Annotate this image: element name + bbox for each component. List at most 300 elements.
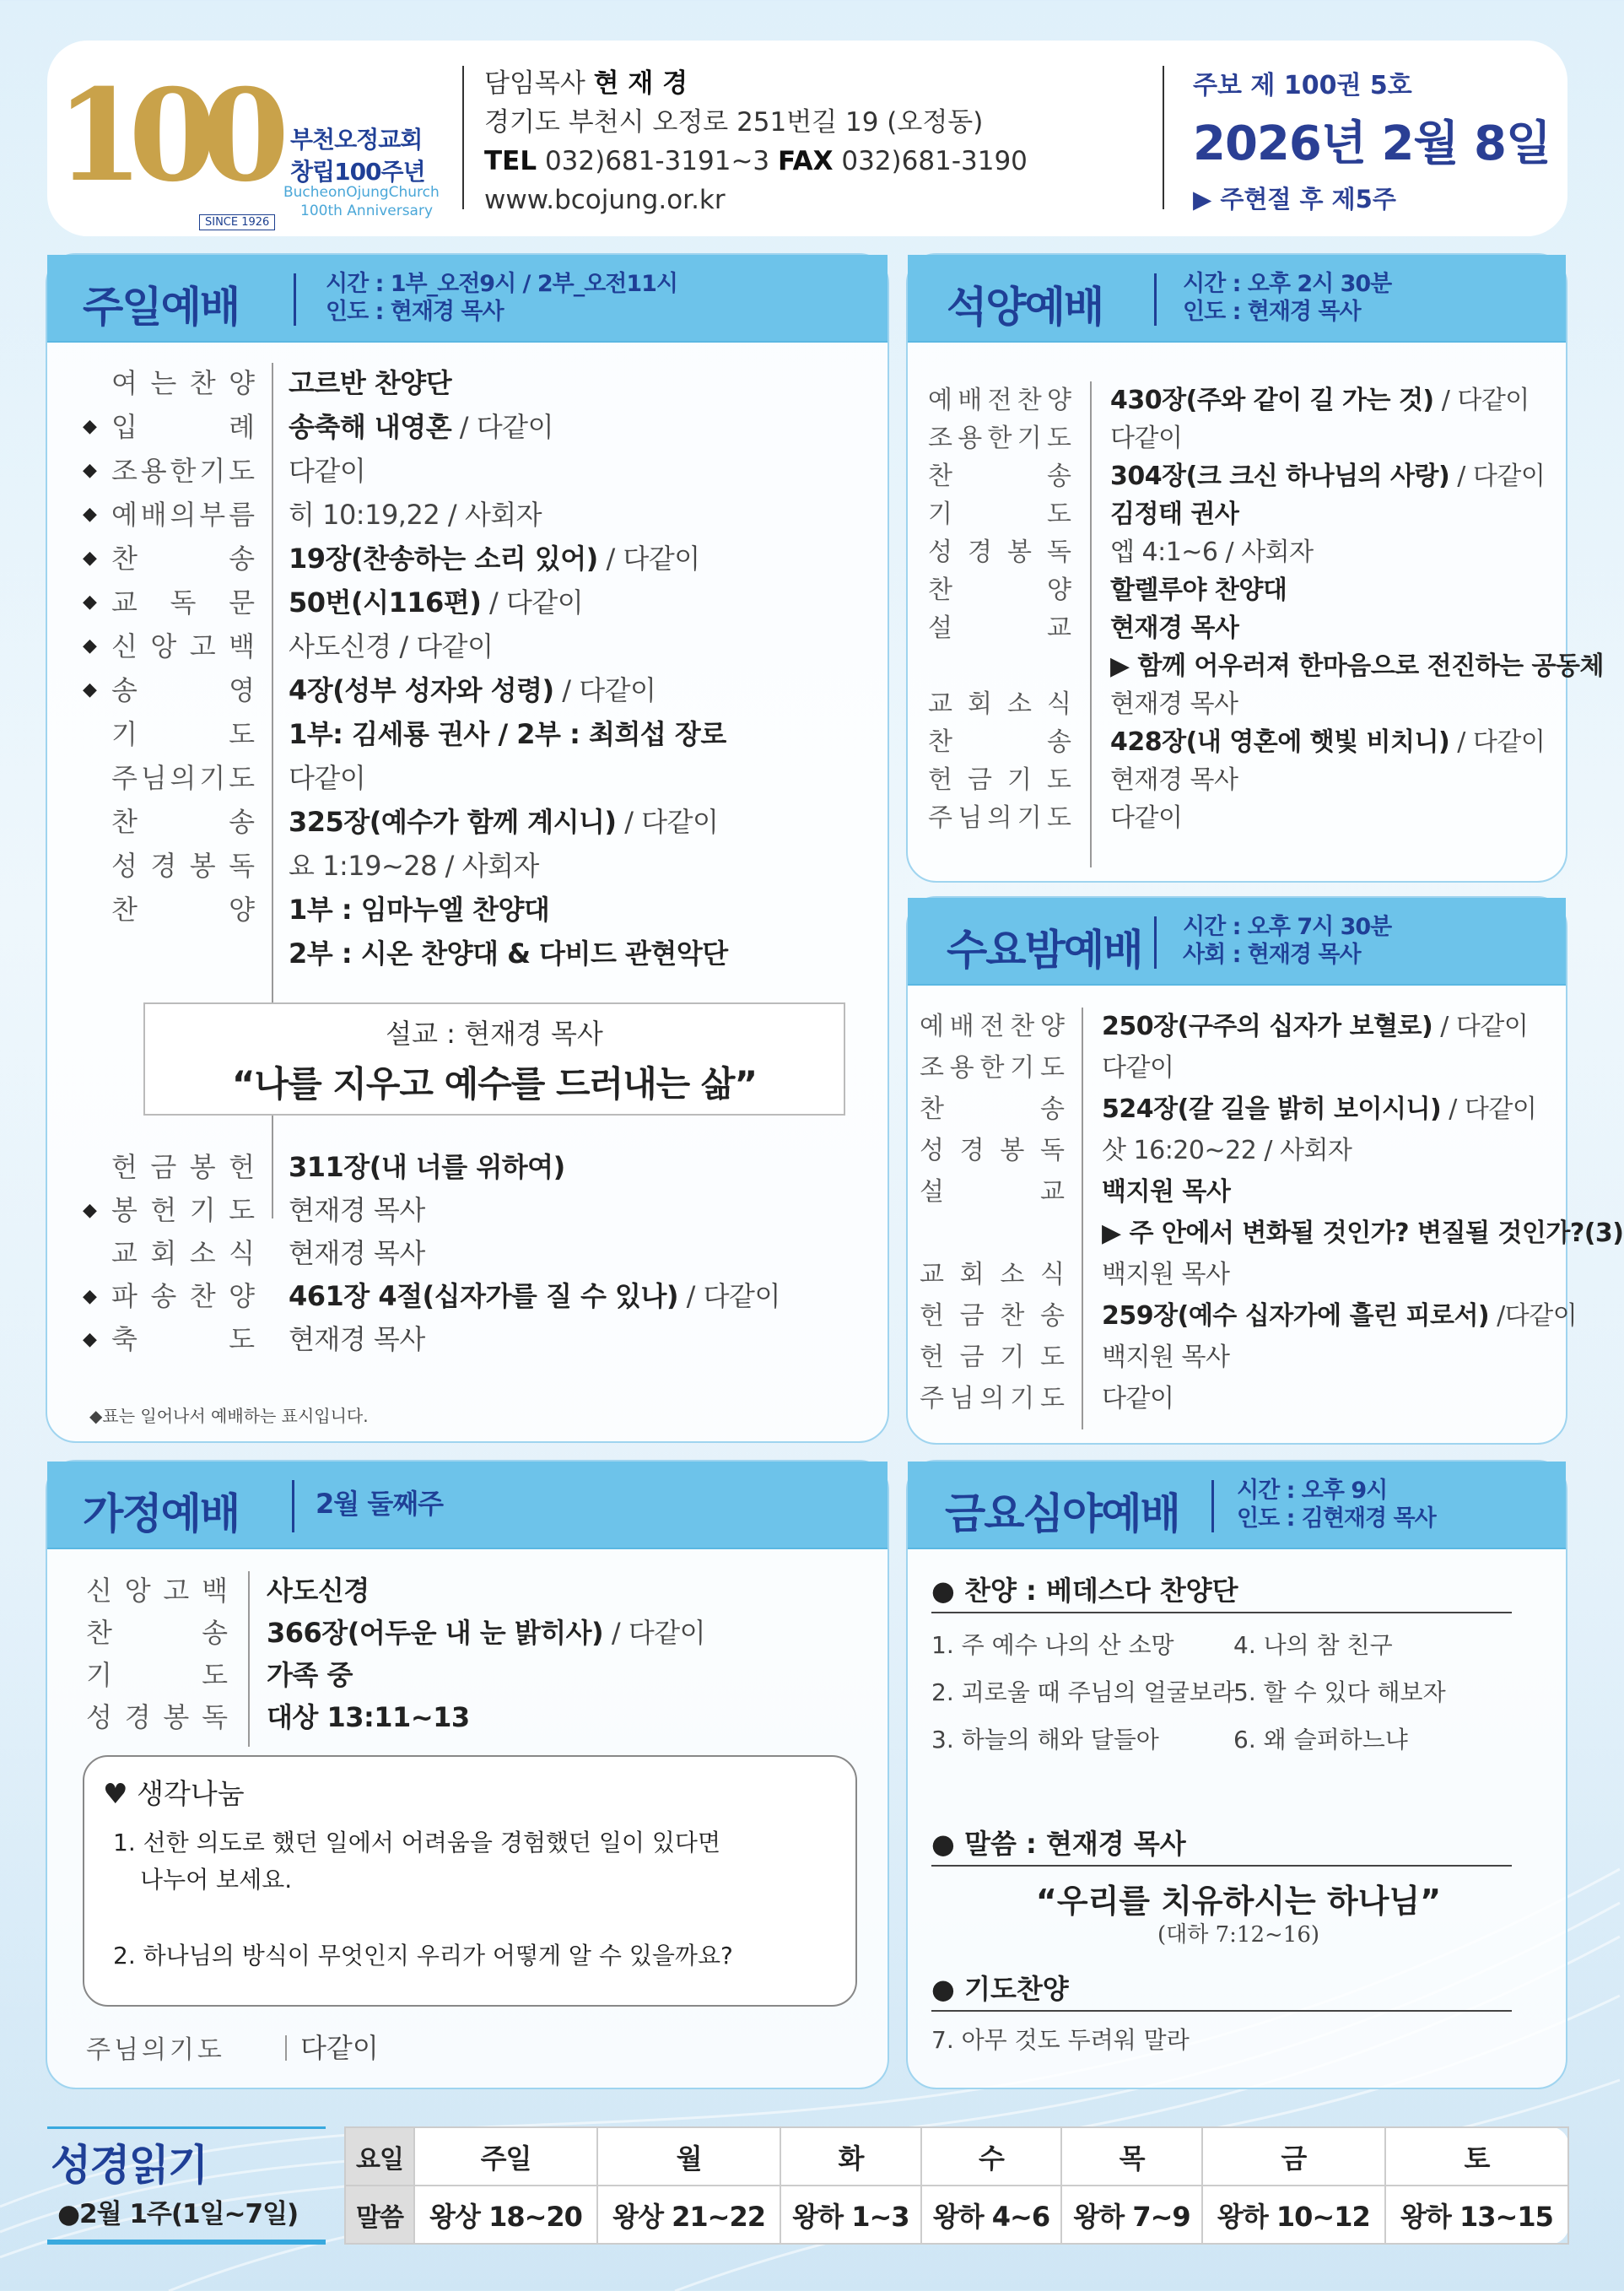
order-row — [928, 799, 1552, 837]
order-value — [267, 1570, 370, 1612]
order-value-extra: 백지원 목사 — [1102, 1343, 1230, 1372]
order-value — [1110, 761, 1238, 799]
order-value — [1110, 419, 1182, 457]
order-value — [289, 537, 700, 581]
song-item: 5. 할 수 있다 해보자 — [1233, 1678, 1446, 1706]
order-label: 축 도 — [111, 1323, 255, 1355]
bible-reading-title: 성경읽기 — [51, 2141, 208, 2190]
order-value-extra: / 다같이 — [1449, 462, 1546, 491]
order-row — [111, 888, 871, 932]
reading-cell: 왕상 21~22 — [597, 2186, 780, 2244]
order-row — [83, 449, 871, 493]
sunday-service-title: 주일예배 — [83, 283, 240, 332]
order-row — [928, 609, 1552, 647]
order-value — [1110, 723, 1545, 761]
order-value-main: 366장(어두운 내 눈 밝히사) — [267, 1617, 604, 1649]
order-label: 찬 송 — [928, 727, 1071, 757]
day-label: 요일 — [345, 2127, 414, 2186]
order-value — [1102, 1378, 1173, 1419]
order-value-extra: / 다같이 — [1449, 727, 1546, 757]
sunday-order-list — [83, 361, 871, 975]
logo-number: 100 — [56, 62, 275, 210]
order-value-main: 1부: 김세룡 권사 / 2부 : 최희섭 장로 — [289, 718, 726, 750]
fax-number: 032)681-3190 — [841, 146, 1028, 176]
order-value — [1102, 1089, 1536, 1130]
family-worship-header — [47, 1462, 888, 1549]
order-value-main: 사도신경 — [267, 1575, 370, 1607]
order-label: 조 용 한 기 도 — [928, 424, 1071, 453]
order-label: 여 는 찬 양 — [111, 367, 255, 399]
order-value-extra: / 다같이 — [678, 1280, 780, 1312]
order-row — [920, 1047, 1561, 1089]
family-lords-prayer-value: 다같이 — [300, 2032, 379, 2064]
order-row — [928, 761, 1552, 799]
reading-cell: 왕하 4~6 — [921, 2186, 1062, 2244]
word-section-title: ● 말씀 : 현재경 목사 — [931, 1823, 1512, 1867]
order-value-extra: 요 1:19~28 / 사회자 — [289, 850, 539, 882]
friday-sermon-ref: (대하 7:12~16) — [1157, 1922, 1320, 1948]
order-value — [1102, 1171, 1230, 1213]
order-value-extra: / 다같이 — [1433, 386, 1530, 415]
order-value-extra: / 다같이 — [616, 806, 719, 838]
order-value — [1110, 647, 1604, 685]
order-value — [1102, 1295, 1577, 1337]
header — [47, 41, 1567, 236]
order-row — [111, 1146, 871, 1189]
title-separator — [1211, 1480, 1214, 1532]
order-row — [928, 723, 1552, 761]
prayer-song: 7. 아무 것도 두려워 말라 — [931, 2026, 1190, 2054]
order-value — [1110, 609, 1238, 647]
order-value-extra: / 다같이 — [553, 674, 656, 706]
title-separator — [292, 1480, 294, 1532]
bible-reading-week: ●2월 1주(1일~7일) — [57, 2199, 299, 2229]
pastor-label: 담임목사 — [484, 68, 585, 99]
day-cell: 토 — [1385, 2127, 1568, 2186]
order-label: 교 독 문 — [111, 586, 255, 619]
standing-marker: ◆ — [83, 635, 97, 657]
order-row — [920, 1006, 1561, 1047]
order-value — [289, 361, 451, 405]
order-value-extra: /다같이 — [1489, 1301, 1578, 1331]
day-cell: 금 — [1202, 2127, 1385, 2186]
order-label: 기 도 — [111, 718, 255, 750]
order-label: 찬 양 — [928, 575, 1071, 605]
pastor-name: 현 재 경 — [593, 68, 688, 99]
order-row — [928, 457, 1552, 495]
friday-service-header — [908, 1462, 1566, 1549]
order-label: 찬 송 — [928, 462, 1071, 491]
logo-since: SINCE 1926 — [199, 214, 275, 230]
sunday-service-meta — [326, 270, 677, 326]
order-row — [111, 756, 871, 800]
standing-marker: ◆ — [83, 592, 97, 613]
order-label: 찬 송 — [920, 1094, 1065, 1124]
order-value — [1102, 1006, 1528, 1047]
day-cell: 주일 — [414, 2127, 597, 2186]
day-cell: 목 — [1061, 2127, 1202, 2186]
order-row — [86, 1654, 845, 1696]
order-row — [920, 1295, 1578, 1337]
order-row — [111, 932, 871, 975]
sunday-service-panel — [46, 253, 889, 1443]
order-value — [289, 756, 365, 800]
standing-marker: ◆ — [83, 548, 97, 569]
order-label: 주 님 의 기 도 — [920, 1384, 1065, 1413]
reading-cell: 왕하 10~12 — [1202, 2186, 1385, 2244]
song-item: 4. 나의 참 친구 — [1233, 1631, 1393, 1659]
order-value — [289, 668, 656, 712]
order-value-extra: 현재경 목사 — [1110, 765, 1238, 795]
order-value — [289, 581, 583, 624]
order-row — [920, 1130, 1561, 1171]
order-row — [83, 493, 871, 537]
logo-church-name: 부천오정교회 — [290, 126, 423, 154]
order-row — [920, 1089, 1561, 1130]
order-value-main: 대상 13:11~13 — [267, 1701, 470, 1733]
sunday-service-time: 시간 : 1부_오전9시 / 2부_오전11시 — [326, 271, 678, 297]
order-row — [111, 800, 871, 844]
header-divider-2 — [1163, 66, 1164, 209]
order-label: 주 님 의 기 도 — [111, 762, 255, 794]
wednesday-service-title: 수요밤예배 — [947, 926, 1142, 975]
order-value — [267, 1696, 470, 1738]
order-row — [920, 1254, 1561, 1295]
standing-marker: ◆ — [83, 679, 97, 700]
order-value-main: 259장(예수 십자가에 흘린 피로서) — [1102, 1301, 1490, 1331]
order-value — [289, 624, 494, 668]
title-separator — [294, 273, 296, 326]
order-row — [928, 647, 1604, 685]
order-value — [289, 712, 726, 756]
order-value-main: 가족 중 — [267, 1659, 353, 1691]
order-row — [920, 1171, 1561, 1213]
order-label: 기 도 — [86, 1659, 228, 1691]
order-value-extra: / 다같이 — [1432, 1012, 1529, 1041]
order-row — [111, 1232, 871, 1275]
standing-note: ◆표는 일어나서 예배하는 표시입니다. — [89, 1406, 369, 1426]
order-value — [1110, 571, 1287, 609]
order-label: 교 회 소 식 — [920, 1260, 1065, 1289]
order-value-main: 김정태 권사 — [1110, 500, 1239, 529]
order-value-main: 송축해 내영혼 — [289, 411, 452, 443]
order-row — [83, 1275, 871, 1318]
order-value — [1110, 457, 1545, 495]
order-value — [1102, 1254, 1229, 1295]
song-item: 6. 왜 슬퍼하느냐 — [1233, 1726, 1408, 1753]
order-row — [111, 361, 871, 405]
order-value-extra: 현재경 목사 — [1110, 689, 1238, 719]
order-value — [289, 800, 718, 844]
order-value — [289, 932, 728, 975]
sunday-service-header — [47, 255, 888, 343]
order-row — [928, 495, 1552, 533]
order-value — [1110, 799, 1182, 837]
liturgical-season: ▶ 주현절 후 제5주 — [1193, 185, 1396, 213]
tel-label: TEL — [484, 146, 537, 176]
discussion-title: ♥ 생각나눔 — [103, 1777, 245, 1810]
order-label: 헌 금 봉 헌 — [111, 1151, 255, 1183]
order-label: 헌 금 찬 송 — [920, 1301, 1065, 1331]
reading-cell: 왕하 1~3 — [780, 2186, 921, 2244]
friday-service-panel — [906, 1460, 1567, 2089]
order-value-extra: / 다같이 — [603, 1617, 706, 1649]
order-value — [1110, 685, 1238, 723]
wednesday-service-panel — [906, 896, 1624, 1445]
website-link[interactable]: www.bcojung.or.kr — [484, 185, 726, 215]
order-value-main: 1부 : 임마누엘 찬양대 — [289, 894, 550, 926]
family-worship-title: 가정예배 — [83, 1489, 240, 1538]
order-value-extra: 다같이 — [1102, 1053, 1174, 1083]
order-value-main: 현재경 목사 — [1110, 613, 1239, 643]
order-value — [1110, 495, 1238, 533]
standing-marker: ◆ — [83, 416, 97, 437]
order-label: 찬 송 — [111, 806, 255, 838]
order-row — [920, 1378, 1561, 1419]
order-value — [1110, 381, 1530, 419]
order-value — [289, 888, 549, 932]
church-address: 경기도 부천시 오정로 251번길 19 (오정동) — [484, 107, 984, 138]
order-value-main: 4장(성부 성자와 성령) — [289, 674, 554, 706]
order-value-extra: 현재경 목사 — [289, 1237, 425, 1269]
order-value — [1102, 1130, 1352, 1171]
order-label: 기 도 — [928, 500, 1071, 529]
order-value-main: 2부 : 시온 찬양대 & 다비드 관현악단 — [289, 937, 728, 970]
friday-service-time: 시간 : 오후 9시 — [1237, 1478, 1388, 1504]
bible-reading-table — [344, 2126, 1569, 2245]
evening-service-header — [908, 255, 1566, 343]
title-separator — [1154, 916, 1157, 969]
order-value-extra: 사도신경 / 다같이 — [289, 630, 494, 662]
order-value-extra: / 다같이 — [1441, 1094, 1537, 1124]
standing-marker: ◆ — [83, 1200, 97, 1221]
day-cell: 월 — [597, 2127, 780, 2186]
order-value-extra: 다같이 — [1102, 1384, 1174, 1413]
order-value-main: 백지원 목사 — [1102, 1177, 1231, 1207]
order-value — [289, 405, 553, 449]
order-row — [83, 537, 871, 581]
order-row — [928, 533, 1552, 571]
order-value-main: ▶ 주 안에서 변화될 것인가? 변질될 것인가?(3) — [1102, 1218, 1624, 1248]
order-value — [289, 1232, 425, 1275]
order-value-main: 325장(예수가 함께 계시니) — [289, 806, 617, 838]
family-worship-week: 2월 둘째주 — [316, 1488, 444, 1520]
order-value — [289, 1189, 425, 1232]
order-value-extra: 현재경 목사 — [289, 1323, 425, 1355]
bible-reading-topline — [47, 2126, 326, 2129]
reading-row — [345, 2186, 1568, 2244]
wednesday-service-leader: 사회 : 현재경 목사 — [1183, 942, 1361, 968]
order-label: 조 용 한 기 도 — [111, 455, 255, 487]
order-label: 성 경 봉 독 — [111, 850, 255, 882]
order-row — [111, 712, 871, 756]
fax-label: FAX — [778, 146, 834, 176]
order-row — [86, 1696, 845, 1738]
order-label: 주 님 의 기 도 — [928, 803, 1071, 833]
sunday-sermon-preacher: 설교 : 현재경 목사 — [386, 1018, 603, 1050]
sunday-order-list-2 — [83, 1146, 871, 1361]
header-divider — [462, 66, 464, 209]
order-row — [83, 1318, 871, 1361]
order-label: 파 송 찬 양 — [111, 1280, 255, 1312]
order-row — [83, 581, 871, 624]
order-label: 헌 금 기 도 — [928, 765, 1071, 795]
order-value — [289, 1318, 425, 1361]
order-label: 헌 금 기 도 — [920, 1343, 1065, 1372]
order-value-extra: / 다같이 — [481, 586, 584, 619]
order-value-extra: / 다같이 — [597, 543, 700, 575]
order-label: 교 회 소 식 — [928, 689, 1071, 719]
order-label: 입 례 — [111, 411, 255, 443]
order-value-extra: 백지원 목사 — [1102, 1260, 1230, 1289]
order-row — [86, 1570, 845, 1612]
order-value — [1102, 1213, 1624, 1254]
order-value — [267, 1654, 353, 1696]
order-value — [289, 493, 542, 537]
sunday-sermon-box — [143, 1002, 845, 1116]
title-separator — [1154, 273, 1157, 326]
order-value-extra: / 다같이 — [451, 411, 553, 443]
volume-number: 주보 제 100권 5호 — [1193, 71, 1412, 100]
order-row — [920, 1213, 1624, 1254]
order-label: 성 경 봉 독 — [928, 538, 1071, 567]
prayer-section-title: ● 기도찬양 — [931, 1968, 1512, 2012]
discussion-box — [83, 1755, 857, 2007]
family-worship-panel — [46, 1460, 889, 2089]
order-row — [111, 844, 871, 888]
evening-service-title: 석양예배 — [947, 283, 1103, 332]
order-value-main: 430장(주와 같이 길 가는 것) — [1110, 386, 1434, 415]
order-label: 설 교 — [920, 1177, 1065, 1207]
bible-reading-bottomline — [47, 2240, 326, 2245]
evening-service-time: 시간 : 오후 2시 30분 — [1183, 271, 1392, 297]
issue-info — [1193, 64, 1551, 215]
order-label: 예 배 전 찬 양 — [928, 386, 1071, 415]
order-value-main: 할렐루야 찬양대 — [1110, 575, 1287, 605]
standing-marker: ◆ — [83, 504, 97, 525]
order-value-extra: 엡 4:1~6 / 사회자 — [1110, 538, 1314, 567]
sunday-sermon-title: “나를 지우고 예수를 드러내는 삶” — [231, 1063, 758, 1105]
wednesday-service-header — [908, 898, 1566, 986]
order-label: 예 배 전 찬 양 — [920, 1012, 1065, 1041]
order-value-extra: 다같이 — [289, 455, 366, 487]
praise-section-title: ● 찬양 : 베데스다 찬양단 — [931, 1570, 1512, 1613]
order-value-main: 50번(시116편) — [289, 586, 482, 619]
order-row — [83, 624, 871, 668]
text-label: 말씀 — [345, 2186, 414, 2244]
order-value-main: 19장(찬송하는 소리 있어) — [289, 543, 598, 575]
friday-service-title: 금요심야예배 — [945, 1489, 1179, 1538]
reading-cell: 왕상 18~20 — [414, 2186, 597, 2244]
tel-number: 032)681-3191~3 — [544, 146, 770, 176]
family-lords-prayer-label: 주님의기도 — [86, 2035, 225, 2065]
church-info — [484, 64, 1028, 219]
evening-service-meta — [1183, 270, 1391, 326]
friday-service-leader: 인도 : 김현재경 목사 — [1237, 1505, 1436, 1532]
order-row — [83, 668, 871, 712]
order-label: 설 교 — [928, 613, 1071, 643]
order-value-main: 524장(갈 길을 밝히 보이시니) — [1102, 1094, 1442, 1124]
logo-anniversary-ko: 창립100주년 — [290, 158, 425, 186]
order-value — [289, 1146, 565, 1189]
standing-marker: ◆ — [83, 1286, 97, 1307]
order-value — [267, 1612, 705, 1654]
order-row — [928, 685, 1552, 723]
order-value — [1102, 1337, 1229, 1378]
order-label: 성 경 봉 독 — [86, 1701, 228, 1733]
song-item: 1. 주 예수 나의 산 소망 — [931, 1631, 1174, 1659]
family-order-list — [86, 1570, 845, 1738]
wednesday-service-time: 시간 : 오후 7시 30분 — [1183, 914, 1392, 940]
question-2: 2. 하나님의 방식이 무엇인지 우리가 어떻게 알 수 있을까요? — [113, 1942, 733, 1970]
prayer-divider — [285, 2035, 287, 2061]
standing-marker: ◆ — [83, 460, 97, 481]
order-value — [289, 1275, 780, 1318]
order-value-extra: 히 10:19,22 / 사회자 — [289, 499, 542, 531]
order-row — [928, 419, 1552, 457]
standing-marker: ◆ — [83, 1329, 97, 1350]
order-row — [83, 1189, 871, 1232]
friday-sermon-title: “우리를 치유하시는 하나님” — [1035, 1883, 1442, 1920]
order-value — [1102, 1047, 1173, 1089]
question-1: 1. 선한 의도로 했던 일에서 어려움을 경험했던 일이 있다면 — [113, 1829, 721, 1856]
order-value-extra: 삿 16:20~22 / 사회자 — [1102, 1136, 1352, 1165]
reading-cell: 왕하 7~9 — [1061, 2186, 1202, 2244]
order-row — [928, 571, 1552, 609]
order-label: 찬 송 — [111, 543, 255, 575]
order-value-extra: 다같이 — [1110, 803, 1183, 833]
order-label: 성 경 봉 독 — [920, 1136, 1065, 1165]
church-logo — [56, 62, 494, 229]
order-value-extra: 다같이 — [289, 762, 366, 794]
order-value — [1110, 533, 1314, 571]
order-value-extra: 현재경 목사 — [289, 1194, 425, 1226]
order-value-main: 304장(크 크신 하나님의 사랑) — [1110, 462, 1450, 491]
reading-cell: 왕하 13~15 — [1385, 2186, 1568, 2244]
song-item: 3. 하늘의 해와 달들아 — [931, 1726, 1159, 1753]
day-row — [345, 2127, 1568, 2186]
wednesday-service-meta — [1183, 913, 1391, 969]
order-row — [86, 1612, 845, 1654]
day-cell: 수 — [921, 2127, 1062, 2186]
order-label: 찬 송 — [86, 1617, 228, 1649]
evening-service-leader: 인도 : 현재경 목사 — [1183, 299, 1361, 325]
day-cell: 화 — [780, 2127, 921, 2186]
logo-church-en: BucheonOjungChurch — [283, 184, 440, 201]
order-value-main: 311장(내 너를 위하여) — [289, 1151, 565, 1183]
friday-service-meta — [1237, 1477, 1436, 1532]
order-label: 교 회 소 식 — [111, 1237, 255, 1269]
order-value-main: ▶ 함께 어우러져 한마음으로 전진하는 공동체 — [1110, 651, 1604, 681]
order-value-main: 461장 4절(십자가를 질 수 있나) — [289, 1280, 678, 1312]
order-row — [83, 405, 871, 449]
order-value — [289, 844, 539, 888]
order-label: 송 영 — [111, 674, 255, 706]
logo-anniversary-en: 100th Anniversary — [300, 203, 434, 219]
order-row — [928, 381, 1552, 419]
order-row — [920, 1337, 1561, 1378]
song-item: 2. 괴로울 때 주님의 얼굴보라 — [931, 1678, 1235, 1706]
wednesday-order-list — [920, 1006, 1624, 1419]
order-label: 찬 양 — [111, 894, 255, 926]
evening-service-panel — [906, 253, 1604, 883]
question-1-cont: 나누어 보세요. — [140, 1866, 293, 1894]
order-value — [289, 449, 365, 493]
order-label: 신 앙 고 백 — [111, 630, 255, 662]
order-value-main: 250장(구주의 십자가 보혈로) — [1102, 1012, 1433, 1041]
sunday-service-leader: 인도 : 현재경 목사 — [326, 299, 504, 325]
order-value-main: 428장(내 영혼에 햇빛 비치니) — [1110, 727, 1450, 757]
